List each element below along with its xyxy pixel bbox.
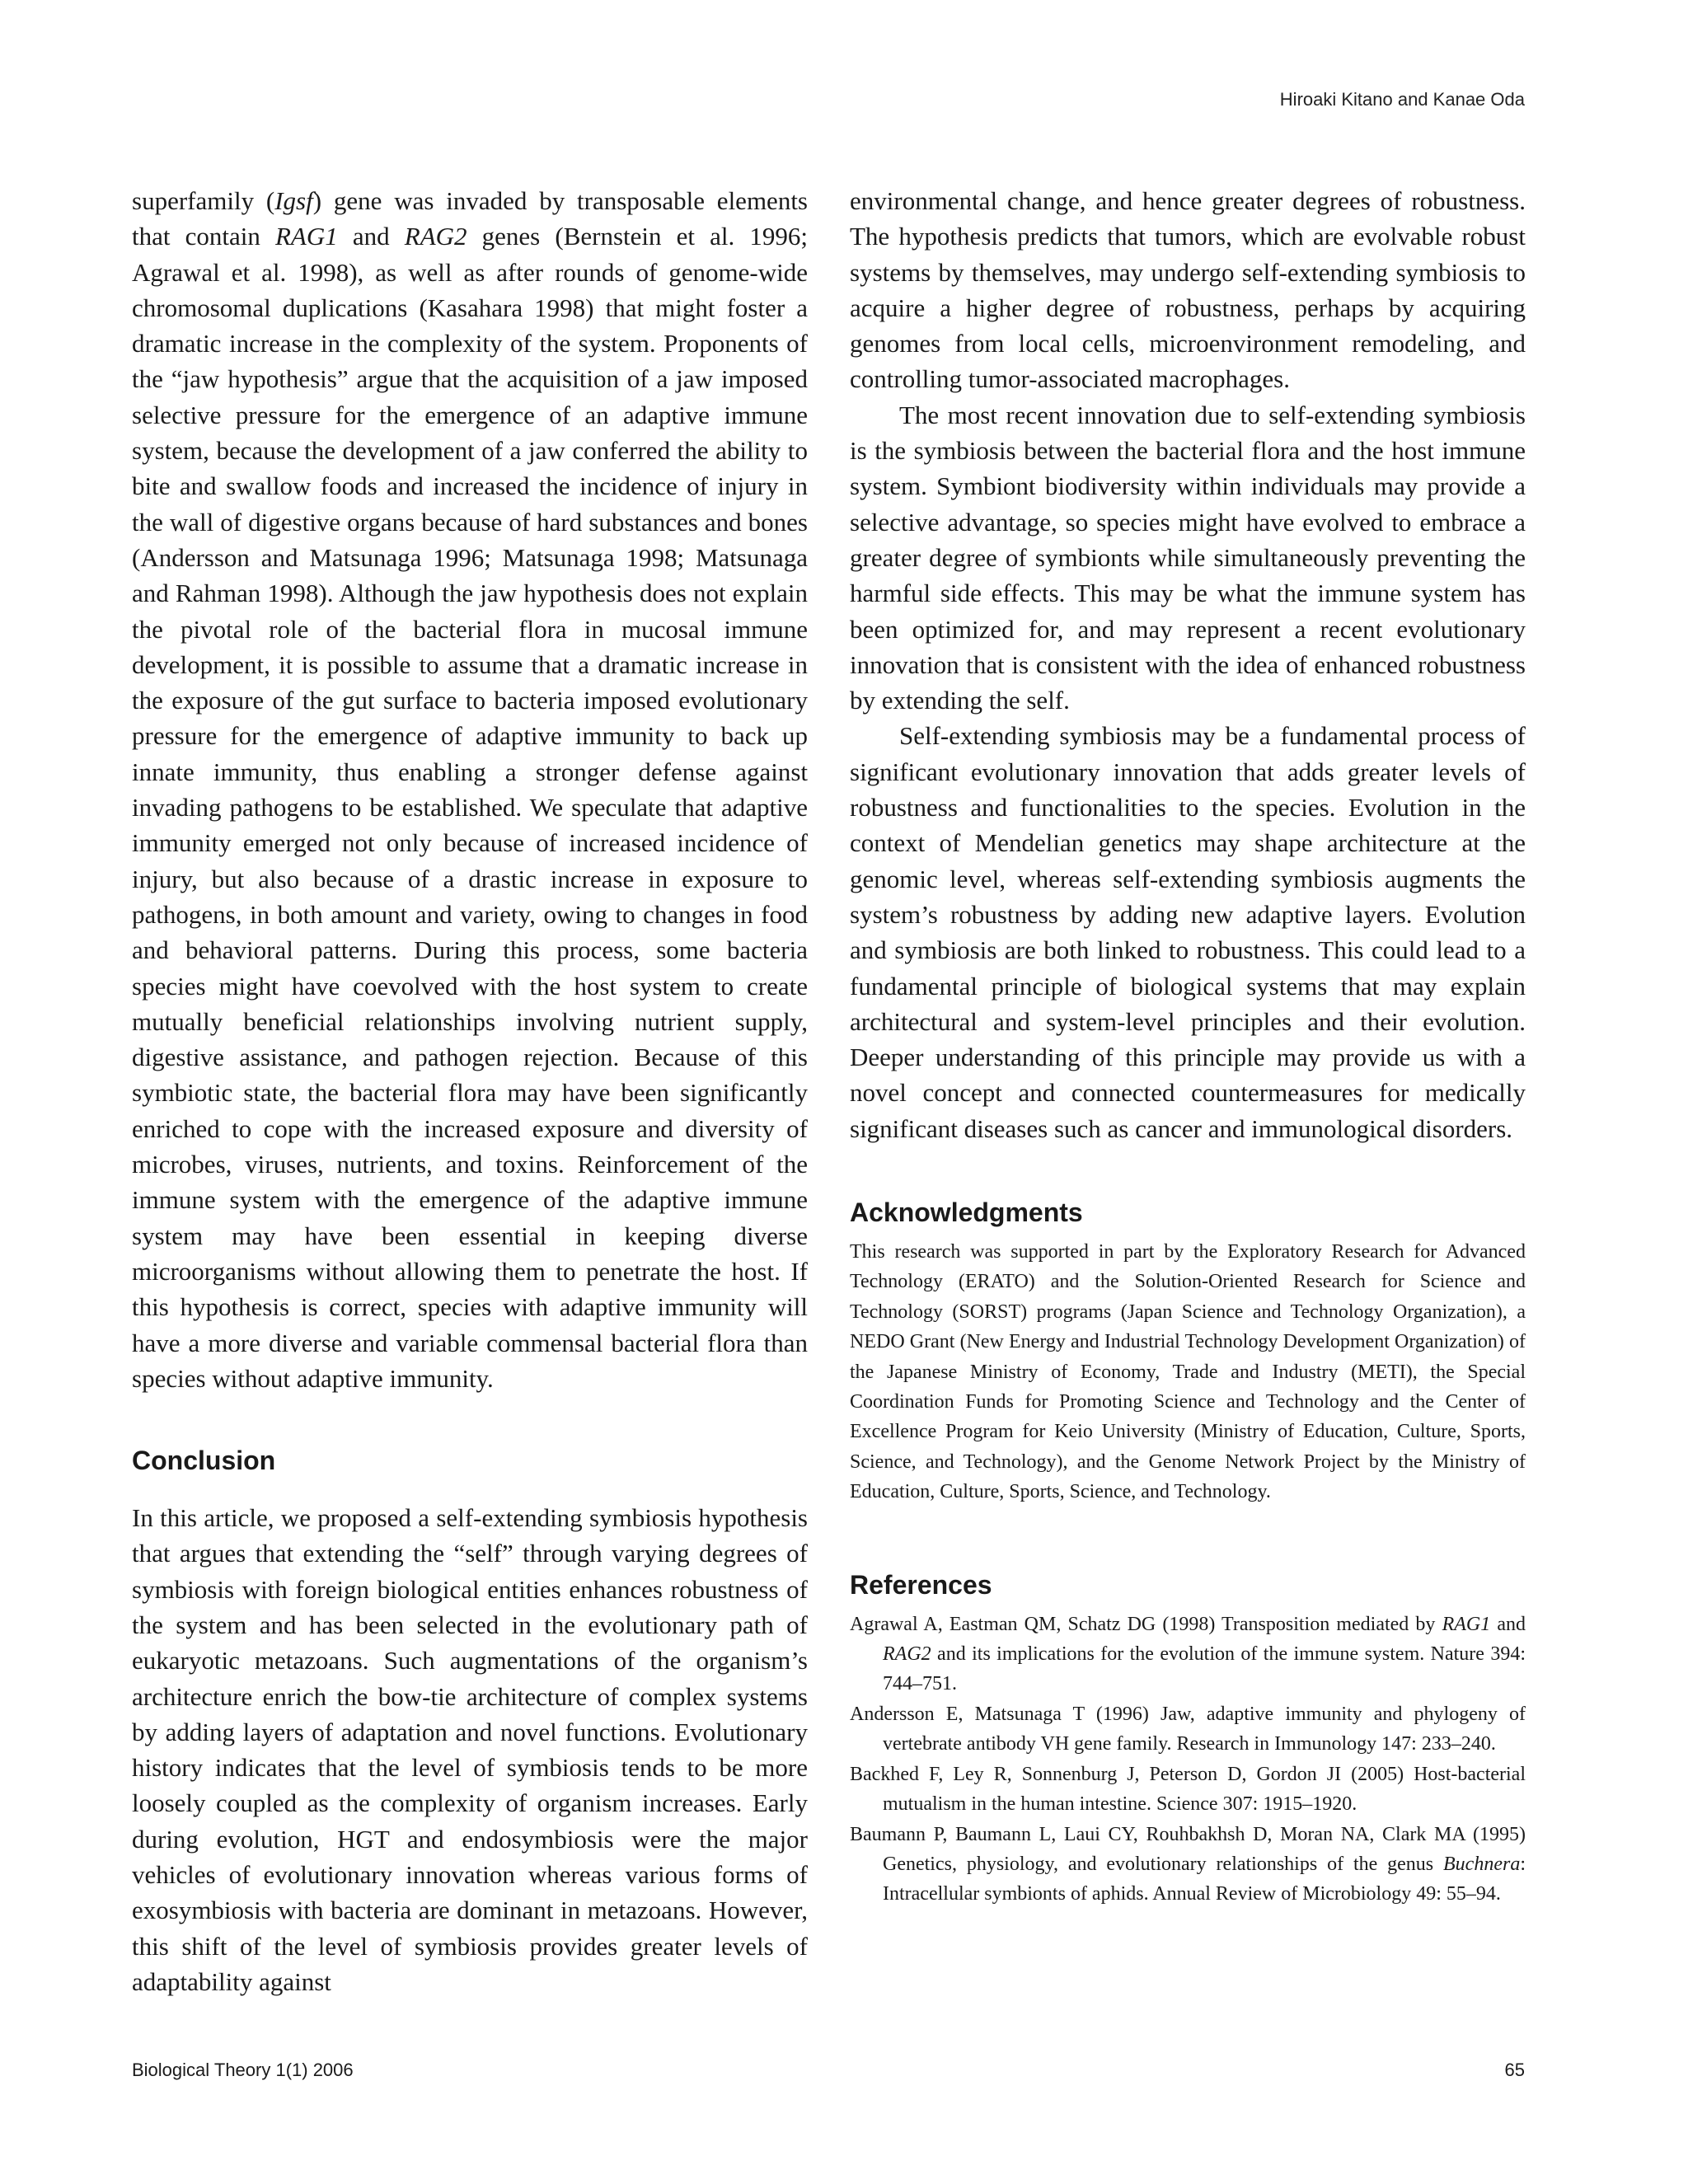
reference-entry xyxy=(850,1820,1526,1910)
italic-term: RAG2 xyxy=(883,1643,931,1666)
reference-entry xyxy=(850,1610,1526,1699)
body-paragraph: environmental change, and hence greater degrees of robustness. The hypothesis predicts that tumors, which are evolvable robust systems by themselves, may undergo self-extending symbiosis to acquire a higher degree of robustness, perhaps by acquiring genomes from local cells, microenvironment remodeling, and controlling tumor-associated macrophages. xyxy=(850,186,1526,394)
right-column xyxy=(850,183,1526,1910)
italic-term: Buchnera xyxy=(1443,1853,1521,1875)
reference-entry: Backhed F, Ley R, Sonnenburg J, Peterson D, Gordon JI (2005) Host-bacterial mutualism in the human intestine. Science 307: 1915–1920. xyxy=(850,1763,1526,1816)
text-run: and its implications for the evolution of the immune system. Nature 394: 744–751. xyxy=(883,1643,1526,1695)
text-run: and xyxy=(1490,1613,1526,1635)
text-run: ) gene was invaded by transposable elements that contain xyxy=(132,186,808,251)
references-heading: References xyxy=(850,1569,992,1600)
running-head: Hiroaki Kitano and Kanae Oda xyxy=(1279,89,1525,110)
body-paragraph: Self-extending symbiosis may be a fundamental process of significant evolutionary innovation that adds greater levels of robustness and functionalities to the species. Evolution in the context of Mendelian genetics may shape architecture at the genomic level, whereas self-extending symbiosis augments the system’s robustness by adding new adaptive layers. Evolution and symbiosis are both linked to robustness. This could lead to a fundamental principle of biological systems that may explain architectural and system-level principles and their evolution. Deeper understanding of this principle may provide us with a novel concept and connected countermeasures for medically significant diseases such as cancer and immunological disorders. xyxy=(850,721,1526,1143)
conclusion-paragraph: In this article, we proposed a self-extending symbiosis hypothesis that argues that extending the “self” through varying degrees of symbiosis with foreign biological entities enhances robustness of the system and has been selected in the evolutionary path of eukaryotic metazoans. Such augmentations of the organism’s architecture enrich the bow-tie architecture of complex systems by adding layers of adaptation and novel functions. Evolutionary history indicates that the level of symbiosis tends to be more loosely coupled as the complexity of organism increases. Early during evolution, HGT and endosymbiosis were the major vehicles of evolutionary innovation whereas various forms of exosymbiosis with bacteria are dominant in metazoans. However, this shift of the level of symbiosis provides greater levels of adaptability against xyxy=(132,1503,808,1996)
reference-entry: Andersson E, Matsunaga T (1996) Jaw, adaptive immunity and phylogeny of vertebrate antibody VH gene family. Research in Immunology 147: 233–240. xyxy=(850,1703,1526,1755)
text-run: genes (Bernstein et al. 1996; Agrawal et al. 1998), as well as after rounds of genome-wide chromosomal duplications (Kasahara 1998) that might foster a dramatic increase in the complexity of the system. Proponents of the “jaw hypothesis” argue that the acquisition of a jaw imposed selective pressure for the emergence of an adaptive immune system, because the development of a jaw conferred the ability to bite and swallow foods and increased the incidence of injury in the wall of digestive organs because of hard substances and bones (Andersson and Matsunaga 1996; Matsunaga 1998; Matsunaga and Rahman 1998). Although the jaw hypothesis does not explain the pivotal role of the bacterial flora in mucosal immune development, it is possible to assume that a dramatic increase in the exposure of the gut surface to bacteria imposed evolutionary pressure for the emergence of adaptive immunity to back up innate immunity, thus enabling a stronger defense against invading pathogens to be established. We speculate that adaptive immunity emerged not only because of increased incidence of injury, but also because of a drastic increase in exposure to pathogens, in both amount and variety, owing to changes in food and behavioral patterns. During this process, some bacteria species might have coevolved with the host system to create mutually beneficial relationships involving nutrient supply, digestive assistance, and pathogen rejection. Because of this symbiotic state, the bacterial flora may have been significantly enriched to cope with the increased exposure and diversity of microbes, viruses, nutrients, and toxins. Reinforcement of the immune system with the emergence of the adaptive immune system may have been essential in keeping diverse microorganisms without allowing them to penetrate the host. If this hypothesis is correct, species with adaptive immunity will have a more diverse and variable commensal bacterial flora than species without adaptive immunity. xyxy=(132,222,808,1393)
acknowledgments-text: This research was supported in part by the Exploratory Research for Advanced Technology (ERATO) and the Solution-Oriented Research for Science and Technology (SORST) programs (Japan Science and Technology Organization), a NEDO Grant (New Energy and Industrial Technology Development Organization) of the Japanese Ministry of Economy, Trade and Industry (METI), the Special Coordination Funds for Promoting Science and Technology and the Center of Excellence Program for Keio University (Ministry of Education, Culture, Sports, Science, and Technology), and the Genome Network Project by the Ministry of Education, Culture, Sports, Science, and Technology. xyxy=(850,1241,1526,1503)
italic-term: RAG1 xyxy=(1442,1613,1491,1635)
journal-footer: Biological Theory 1(1) 2006 xyxy=(132,2060,354,2080)
page-number: 65 xyxy=(1504,2060,1525,2080)
italic-term: Igsf xyxy=(274,186,313,215)
italic-term: RAG2 xyxy=(404,222,467,251)
body-paragraph xyxy=(132,183,808,1396)
left-column xyxy=(132,183,808,1999)
text-run: Baumann P, Baumann L, Laui CY, Rouhbakhsh D, Moran NA, Clark MA (1995) Genetics, physiology, and evolutionary relationships of the genus xyxy=(850,1823,1526,1875)
text-run: : Intracellular symbionts of aphids. Annual Review of Microbiology 49: 55–94. xyxy=(883,1853,1526,1905)
text-run: and xyxy=(337,222,405,251)
text-run: Agrawal A, Eastman QM, Schatz DG (1998) Transposition mediated by xyxy=(850,1613,1442,1635)
body-paragraph: The most recent innovation due to self-extending symbiosis is the symbiosis between the bacterial flora and the host immune system. Symbiont biodiversity within individuals may provide a selective advantage, so species might have evolved to embrace a greater degree of symbionts while simultaneously preventing the harmful side effects. This may be what the immune system has been optimized for, and may represent a recent evolutionary innovation that is consistent with the idea of enhanced robustness by extending the self. xyxy=(850,400,1526,715)
italic-term: RAG1 xyxy=(274,222,338,251)
conclusion-heading: Conclusion xyxy=(132,1446,276,1476)
text-run: superfamily ( xyxy=(132,186,275,215)
acknowledgments-heading: Acknowledgments xyxy=(850,1197,1083,1228)
